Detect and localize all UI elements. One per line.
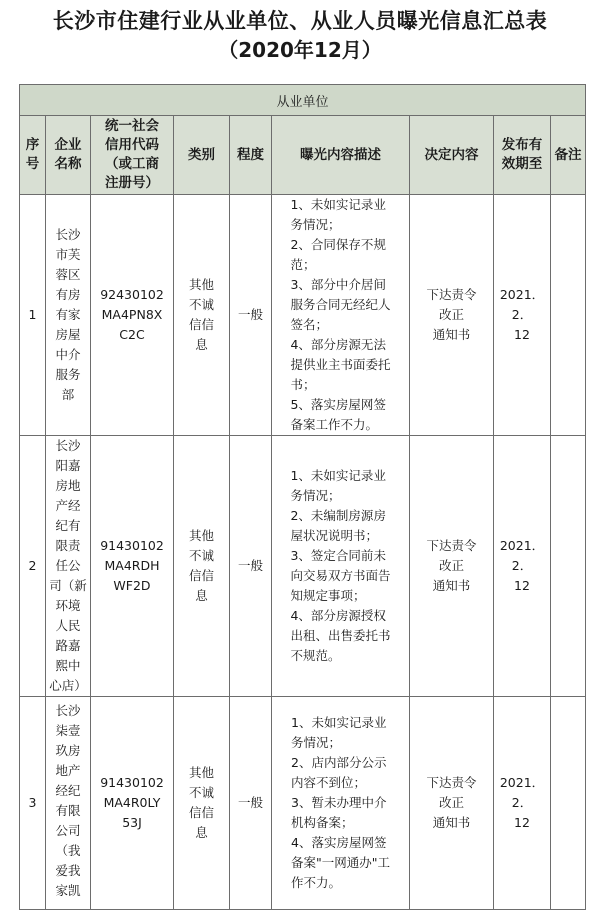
cell-name: 长沙 市芙 蓉区 有房 有家 房屋 中介 服务 部 bbox=[46, 195, 91, 436]
cell-category: 其他 不诚 信信 息 bbox=[174, 195, 230, 436]
cell-remark bbox=[551, 436, 586, 697]
cell-code: 91430102 MA4R0LY 53J bbox=[91, 697, 174, 910]
cell-remark bbox=[551, 697, 586, 910]
cell-name: 长沙 阳嘉 房地 产经 纪有 限责 任公 司（新 环境 人民 路嘉 熙中 心店） bbox=[46, 436, 91, 697]
col-header-category: 类别 bbox=[174, 116, 230, 195]
cell-seq: 1 bbox=[20, 195, 46, 436]
cell-decision: 下达责令 改正 通知书 bbox=[410, 436, 494, 697]
cell-seq: 2 bbox=[20, 436, 46, 697]
col-header-seq: 序 号 bbox=[20, 116, 46, 195]
col-header-code: 统一社会 信用代码 （或工商 注册号） bbox=[91, 116, 174, 195]
table-row bbox=[20, 195, 586, 436]
col-header-degree: 程度 bbox=[230, 116, 272, 195]
col-header-valid-until: 发布有 效期至 bbox=[494, 116, 551, 195]
cell-seq: 3 bbox=[20, 697, 46, 910]
table-row bbox=[20, 697, 586, 910]
page-subtitle: （2020年12月） bbox=[218, 38, 382, 62]
col-header-description: 曝光内容描述 bbox=[272, 116, 410, 195]
cell-remark bbox=[551, 195, 586, 436]
col-header-decision: 决定内容 bbox=[410, 116, 494, 195]
cell-category: 其他 不诚 信信 息 bbox=[174, 697, 230, 910]
table-row bbox=[20, 436, 586, 697]
cell-name: 长沙 柒壹 玖房 地产 经纪 有限 公司 （我 爱我 家凯 bbox=[46, 697, 91, 910]
cell-valid-until: 2021．2． 12 bbox=[494, 195, 551, 436]
cell-degree: 一般 bbox=[230, 697, 272, 910]
cell-valid-until: 2021．2． 12 bbox=[494, 436, 551, 697]
cell-degree: 一般 bbox=[230, 436, 272, 697]
col-header-remark: 备注 bbox=[551, 116, 586, 195]
cell-code: 91430102 MA4RDH WF2D bbox=[91, 436, 174, 697]
cell-decision: 下达责令 改正 通知书 bbox=[410, 697, 494, 910]
cell-category: 其他 不诚 信信 息 bbox=[174, 436, 230, 697]
exposure-table bbox=[19, 84, 586, 910]
col-header-name: 企业 名称 bbox=[46, 116, 91, 195]
group-header: 从业单位 bbox=[20, 85, 586, 116]
cell-description: 1、未如实记录业 务情况； 2、未编制房源房 屋状况说明书； 3、签定合同前未 向交易双方书面告 知规定事项； 4、部分房源授权 出租、出售委托书 不规范。 bbox=[272, 436, 410, 697]
column-header-row bbox=[20, 116, 586, 195]
page-title: 长沙市住建行业从业单位、从业人员曝光信息汇总表 bbox=[52, 9, 548, 33]
cell-decision: 下达责令 改正 通知书 bbox=[410, 195, 494, 436]
cell-degree: 一般 bbox=[230, 195, 272, 436]
cell-code: 92430102 MA4PN8X C2C bbox=[91, 195, 174, 436]
cell-valid-until: 2021．2． 12 bbox=[494, 697, 551, 910]
cell-description: 1、未如实记录业 务情况； 2、店内部分公示 内容不到位； 3、暂未办理中介 机构备案； 4、落实房屋网签 备案"一网通办"工 作不力。 bbox=[272, 697, 410, 910]
cell-description: 1、未如实记录业 务情况； 2、合同保存不规 范； 3、部分中介居间 服务合同无经纪人 签名； 4、部分房源无法 提供业主书面委托 书； 5、落实房屋网签 备案工作不力。 bbox=[272, 195, 410, 436]
